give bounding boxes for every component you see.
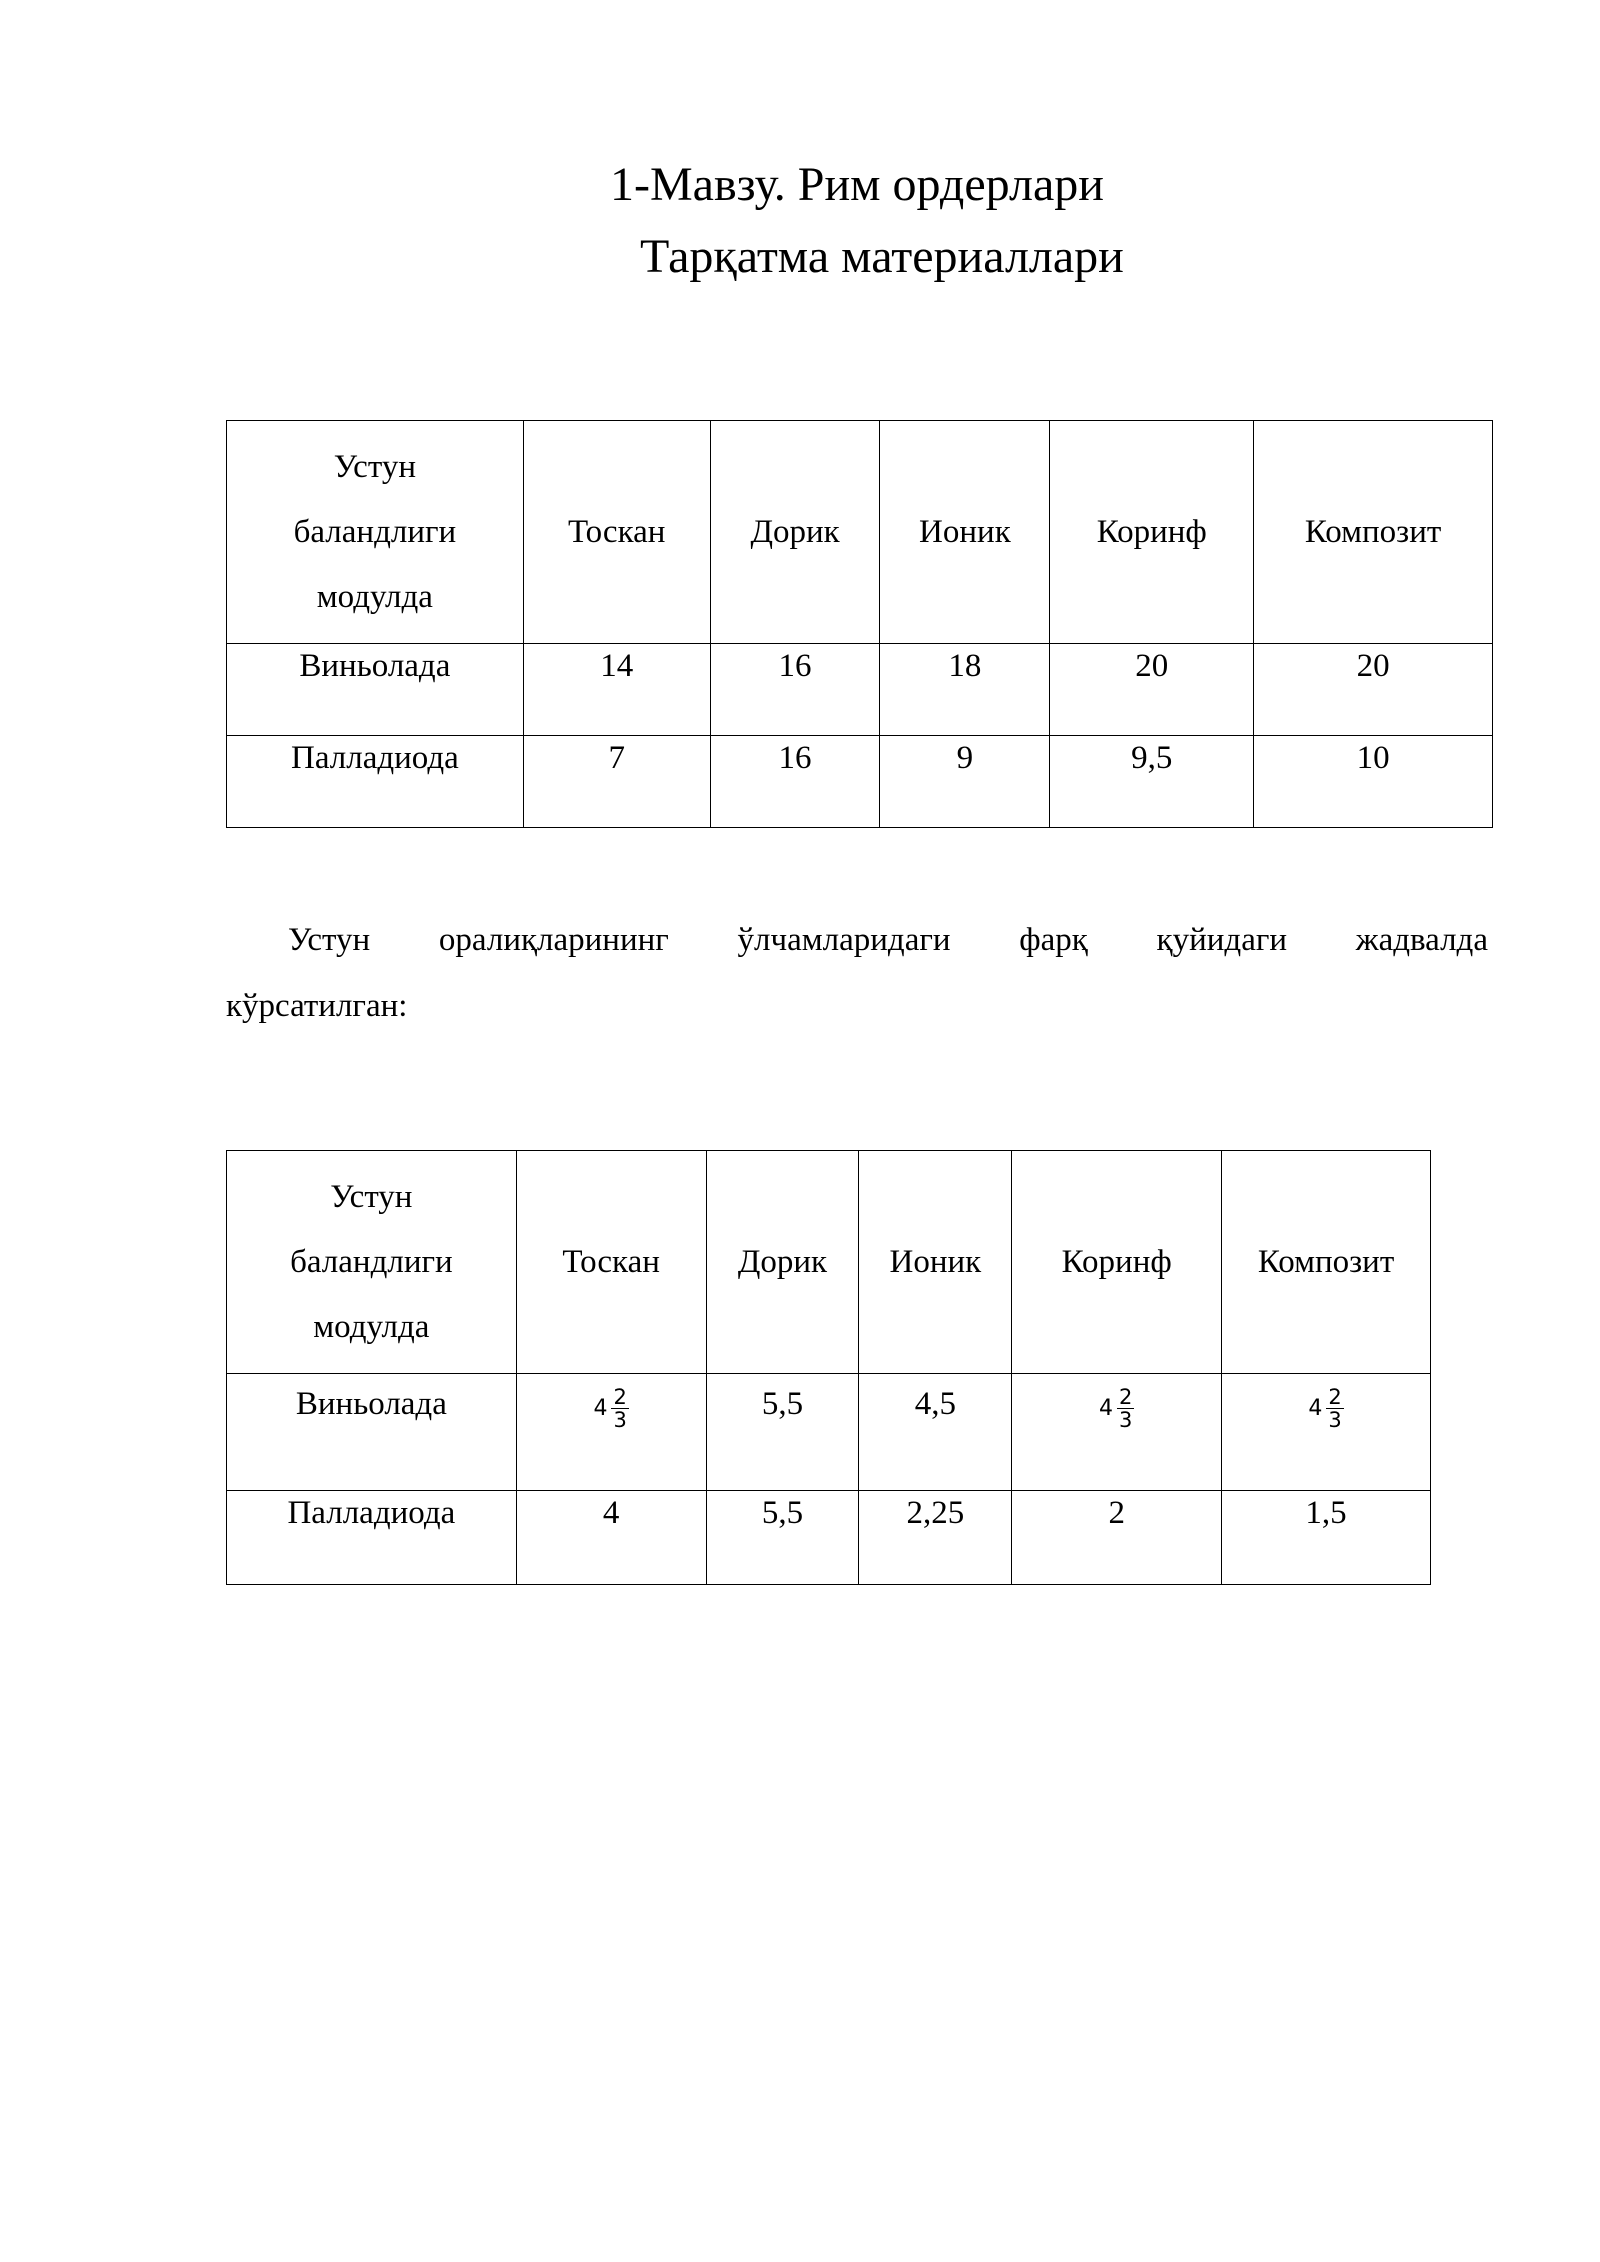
table-cell: 20: [1254, 644, 1493, 736]
paragraph-word: ўлчамларидаги: [737, 922, 951, 958]
paragraph-word: қуйидаги: [1156, 922, 1288, 958]
table-cell: 10: [1254, 736, 1493, 828]
column-header-composite: Композит: [1222, 1151, 1431, 1374]
row-label: Виньолада: [227, 1374, 517, 1491]
stub-header-cell: [227, 421, 524, 644]
table-cell: 14: [523, 644, 710, 736]
mixed-fraction: [1308, 1386, 1343, 1431]
table-cell: 4,5: [859, 1374, 1012, 1491]
column-header-toscan: Тоскан: [516, 1151, 706, 1374]
stub-header-line: баландлиги: [293, 513, 457, 550]
table-cell: 9,5: [1050, 736, 1254, 828]
table-header-row: [227, 421, 1493, 644]
table-row: [227, 1491, 1431, 1585]
fraction-whole: 4: [1308, 1396, 1323, 1421]
fraction-denominator: 3: [1119, 1408, 1133, 1432]
page-title: 1-Мавзу. Рим ордерлари: [610, 158, 1104, 211]
stub-header-line: модулда: [316, 578, 433, 615]
table-cell: 2: [1012, 1491, 1222, 1585]
stub-header-line: Устун: [333, 448, 416, 485]
table-cell: 4: [516, 1491, 706, 1585]
paragraph-line-1: [226, 922, 1488, 959]
fraction-denominator: 3: [1328, 1408, 1342, 1432]
column-spacing-table: [226, 1150, 1431, 1585]
mixed-fraction: [1099, 1386, 1134, 1431]
table-cell: 18: [880, 644, 1050, 736]
table-cell: 9: [880, 736, 1050, 828]
stub-header-cell: [227, 1151, 517, 1374]
fraction-whole: 4: [1099, 1396, 1114, 1421]
paragraph-line-2: кўрсатилган:: [226, 988, 408, 1024]
table-row: [227, 736, 1493, 828]
paragraph-word: оралиқларининг: [438, 922, 669, 958]
table-cell: [1012, 1374, 1222, 1491]
table-cell: 7: [523, 736, 710, 828]
table-cell: [1222, 1374, 1431, 1491]
stub-header-line: модулда: [313, 1308, 430, 1345]
row-label: Палладиода: [227, 736, 524, 828]
column-header-ionic: Ионик: [859, 1151, 1012, 1374]
table-cell: 20: [1050, 644, 1254, 736]
table-cell: 2,25: [859, 1491, 1012, 1585]
column-header-doric: Дорик: [706, 1151, 859, 1374]
column-header-corinthian: Коринф: [1012, 1151, 1222, 1374]
table-cell: 1,5: [1222, 1491, 1431, 1585]
fraction-numerator: 2: [613, 1385, 627, 1409]
table-cell: 16: [710, 736, 880, 828]
page-subtitle: Тарқатма материаллари: [640, 230, 1124, 283]
table-cell: 16: [710, 644, 880, 736]
table-cell: [516, 1374, 706, 1491]
table-row: [227, 1374, 1431, 1491]
column-header-toscan: Тоскан: [523, 421, 710, 644]
paragraph-word: Устун: [288, 922, 371, 958]
column-header-doric: Дорик: [710, 421, 880, 644]
stub-header-line: баландлиги: [290, 1243, 453, 1280]
fraction-denominator: 3: [613, 1408, 627, 1432]
table-row: [227, 644, 1493, 736]
table-header-row: [227, 1151, 1431, 1374]
row-label: Палладиода: [227, 1491, 517, 1585]
column-header-ionic: Ионик: [880, 421, 1050, 644]
column-height-table: [226, 420, 1493, 828]
paragraph-word: жадвалда: [1355, 922, 1488, 958]
stub-header-line: Устун: [330, 1178, 413, 1215]
fraction-numerator: 2: [1328, 1385, 1342, 1409]
paragraph-word: фарқ: [1019, 922, 1088, 958]
row-label: Виньолада: [227, 644, 524, 736]
fraction-numerator: 2: [1119, 1385, 1133, 1409]
column-header-corinthian: Коринф: [1050, 421, 1254, 644]
column-header-composite: Композит: [1254, 421, 1493, 644]
table-cell: 5,5: [706, 1374, 859, 1491]
fraction-whole: 4: [593, 1396, 608, 1421]
mixed-fraction: [593, 1386, 628, 1431]
table-cell: 5,5: [706, 1491, 859, 1585]
